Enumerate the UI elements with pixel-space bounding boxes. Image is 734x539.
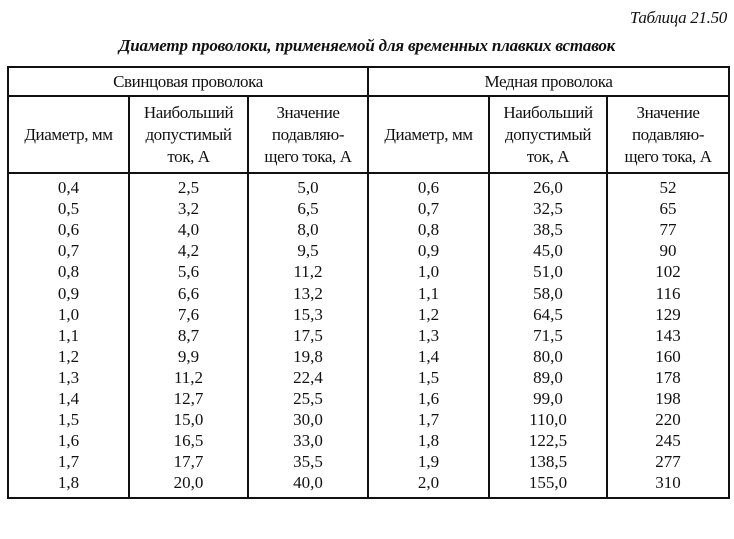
column-header-lead-diameter: [8, 96, 129, 173]
cell-lead-diameter: 0,8: [8, 261, 129, 282]
cell-copper-suppress-current: 102: [607, 261, 729, 282]
header-line: подавляю-: [631, 124, 705, 144]
cell-copper-diameter: 1,2: [368, 304, 489, 325]
cell-lead-suppress-current: 9,5: [248, 240, 368, 261]
cell-lead-max-current: 4,2: [129, 240, 248, 261]
cell-lead-suppress-current: 6,5: [248, 198, 368, 219]
table-row: [8, 409, 729, 430]
table-row: [8, 198, 729, 219]
cell-copper-suppress-current: 220: [607, 409, 729, 430]
table-number: Таблица 21.50: [629, 8, 727, 27]
group-header-copper-wire: Медная проволока: [368, 67, 729, 96]
table-title: Диаметр проволоки, применяемой для временных плавких вставок: [118, 36, 616, 55]
column-header-lead-suppress-current: [248, 96, 368, 173]
cell-copper-suppress-current: 245: [607, 430, 729, 451]
cell-copper-diameter: 0,6: [368, 173, 489, 198]
cell-lead-diameter: 1,4: [8, 388, 129, 409]
cell-copper-suppress-current: 143: [607, 325, 729, 346]
cell-copper-diameter: 1,1: [368, 282, 489, 303]
cell-copper-max-current: 155,0: [489, 472, 607, 498]
cell-copper-suppress-current: 77: [607, 219, 729, 240]
group-header-row: [8, 67, 729, 96]
cell-copper-suppress-current: 277: [607, 451, 729, 472]
header-line: Наибольший: [143, 102, 234, 122]
cell-lead-max-current: 3,2: [129, 198, 248, 219]
cell-copper-max-current: 71,5: [489, 325, 607, 346]
cell-lead-max-current: 16,5: [129, 430, 248, 451]
cell-lead-max-current: 2,5: [129, 173, 248, 198]
table-row: [8, 325, 729, 346]
cell-lead-diameter: 1,5: [8, 409, 129, 430]
table-row: [8, 173, 729, 198]
header-line: допустимый: [504, 124, 592, 144]
cell-lead-max-current: 5,6: [129, 261, 248, 282]
table-row: [8, 219, 729, 240]
cell-lead-diameter: 1,6: [8, 430, 129, 451]
cell-copper-diameter: 1,7: [368, 409, 489, 430]
cell-lead-suppress-current: 5,0: [248, 173, 368, 198]
cell-copper-max-current: 122,5: [489, 430, 607, 451]
column-header-copper-suppress-current: [607, 96, 729, 173]
cell-copper-diameter: 1,6: [368, 388, 489, 409]
cell-lead-suppress-current: 17,5: [248, 325, 368, 346]
cell-copper-diameter: 1,0: [368, 261, 489, 282]
cell-copper-max-current: 32,5: [489, 198, 607, 219]
column-header-row: [8, 96, 729, 173]
header-line: ток, А: [526, 146, 570, 166]
cell-lead-suppress-current: 33,0: [248, 430, 368, 451]
cell-lead-diameter: 0,7: [8, 240, 129, 261]
table-row: [8, 240, 729, 261]
cell-copper-suppress-current: 198: [607, 388, 729, 409]
cell-lead-suppress-current: 11,2: [248, 261, 368, 282]
cell-copper-diameter: 1,8: [368, 430, 489, 451]
cell-copper-diameter: 2,0: [368, 472, 489, 498]
cell-lead-diameter: 0,9: [8, 282, 129, 303]
cell-lead-diameter: 1,3: [8, 367, 129, 388]
cell-copper-diameter: 0,7: [368, 198, 489, 219]
cell-lead-suppress-current: 22,4: [248, 367, 368, 388]
table-row: [8, 304, 729, 325]
column-header-copper-max-current: [489, 96, 607, 173]
cell-lead-diameter: 1,1: [8, 325, 129, 346]
table-row: [8, 282, 729, 303]
cell-lead-suppress-current: 30,0: [248, 409, 368, 430]
table-body: [8, 173, 729, 498]
header-line: щего тока, А: [624, 146, 712, 166]
cell-lead-max-current: 6,6: [129, 282, 248, 303]
cell-lead-suppress-current: 35,5: [248, 451, 368, 472]
cell-copper-suppress-current: 129: [607, 304, 729, 325]
cell-lead-max-current: 15,0: [129, 409, 248, 430]
cell-copper-max-current: 138,5: [489, 451, 607, 472]
cell-copper-suppress-current: 65: [607, 198, 729, 219]
cell-lead-diameter: 1,0: [8, 304, 129, 325]
cell-copper-max-current: 38,5: [489, 219, 607, 240]
wire-diameter-table: [7, 66, 730, 499]
cell-lead-max-current: 12,7: [129, 388, 248, 409]
header-line: Диаметр, мм: [24, 124, 113, 144]
cell-lead-max-current: 9,9: [129, 346, 248, 367]
column-header-lead-max-current: [129, 96, 248, 173]
cell-copper-suppress-current: 52: [607, 173, 729, 198]
cell-lead-max-current: 17,7: [129, 451, 248, 472]
cell-copper-suppress-current: 160: [607, 346, 729, 367]
table-row: [8, 388, 729, 409]
header-line: щего тока, А: [264, 146, 352, 166]
group-header-lead-wire: Свинцовая проволока: [8, 67, 368, 96]
cell-copper-max-current: 110,0: [489, 409, 607, 430]
cell-lead-suppress-current: 8,0: [248, 219, 368, 240]
cell-copper-max-current: 64,5: [489, 304, 607, 325]
cell-copper-diameter: 1,3: [368, 325, 489, 346]
table-row: [8, 451, 729, 472]
header-line: Значение: [276, 102, 340, 122]
cell-copper-diameter: 1,9: [368, 451, 489, 472]
cell-lead-suppress-current: 15,3: [248, 304, 368, 325]
cell-copper-suppress-current: 116: [607, 282, 729, 303]
cell-lead-max-current: 4,0: [129, 219, 248, 240]
cell-copper-max-current: 89,0: [489, 367, 607, 388]
cell-lead-suppress-current: 40,0: [248, 472, 368, 498]
table-row: [8, 261, 729, 282]
cell-copper-max-current: 99,0: [489, 388, 607, 409]
cell-copper-max-current: 80,0: [489, 346, 607, 367]
cell-copper-max-current: 51,0: [489, 261, 607, 282]
column-header-copper-diameter: [368, 96, 489, 173]
cell-copper-diameter: 1,4: [368, 346, 489, 367]
cell-copper-diameter: 0,9: [368, 240, 489, 261]
cell-lead-suppress-current: 19,8: [248, 346, 368, 367]
cell-copper-max-current: 58,0: [489, 282, 607, 303]
cell-lead-max-current: 8,7: [129, 325, 248, 346]
header-line: подавляю-: [271, 124, 345, 144]
cell-lead-max-current: 11,2: [129, 367, 248, 388]
cell-copper-max-current: 26,0: [489, 173, 607, 198]
cell-copper-suppress-current: 90: [607, 240, 729, 261]
table-row: [8, 430, 729, 451]
cell-lead-diameter: 0,5: [8, 198, 129, 219]
cell-lead-diameter: 0,6: [8, 219, 129, 240]
table-row: [8, 346, 729, 367]
cell-lead-diameter: 1,7: [8, 451, 129, 472]
cell-lead-suppress-current: 25,5: [248, 388, 368, 409]
cell-copper-diameter: 1,5: [368, 367, 489, 388]
cell-copper-diameter: 0,8: [368, 219, 489, 240]
header-line: Наибольший: [503, 102, 593, 122]
header-line: Значение: [636, 102, 700, 122]
cell-lead-diameter: 0,4: [8, 173, 129, 198]
cell-copper-max-current: 45,0: [489, 240, 607, 261]
table-row: [8, 367, 729, 388]
header-line: Диаметр, мм: [384, 124, 473, 144]
cell-lead-max-current: 20,0: [129, 472, 248, 498]
header-line: допустимый: [145, 124, 232, 144]
header-line: ток, А: [167, 146, 210, 166]
cell-lead-diameter: 1,8: [8, 472, 129, 498]
table-row: [8, 472, 729, 498]
cell-lead-suppress-current: 13,2: [248, 282, 368, 303]
cell-copper-suppress-current: 178: [607, 367, 729, 388]
cell-copper-suppress-current: 310: [607, 472, 729, 498]
cell-lead-diameter: 1,2: [8, 346, 129, 367]
cell-lead-max-current: 7,6: [129, 304, 248, 325]
